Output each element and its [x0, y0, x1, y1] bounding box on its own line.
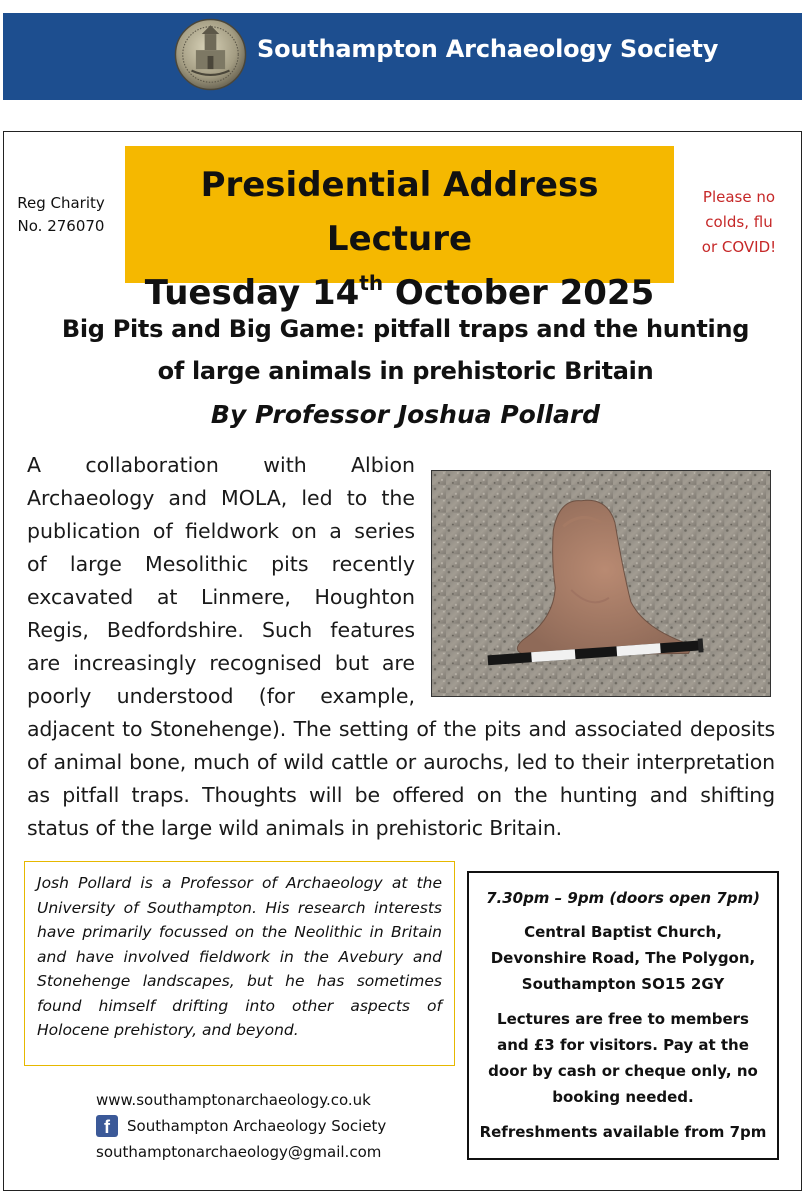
- charity-line-1: Reg Charity: [17, 194, 105, 212]
- event-details: [467, 871, 779, 1160]
- event-heading: Presidential Address Lecture: [200, 165, 599, 259]
- abstract-continuation: adjacent to Stonehenge). The setting of the pits and associated deposits of animal bone, much of wild cattle or aurochs, led to their interpretation as pitfall traps. Thoughts will be offered on the hunting and shifting status of the large wild animals in prehistoric Britain.: [27, 717, 775, 840]
- society-name: Southampton Archaeology Society: [257, 35, 719, 63]
- lecture-title-line-2: of large animals in prehistoric Britain: [157, 357, 654, 385]
- event-time: 7.30pm – 9pm (doors open 7pm): [486, 889, 760, 907]
- abstract-line: Archaeology and MOLA, led to the: [27, 486, 415, 510]
- health-notice-line-3: or COVID!: [701, 238, 777, 256]
- health-notice-line-1: Please no: [702, 188, 776, 206]
- event-date-rest: October 2025: [383, 273, 655, 313]
- charity-registration: [6, 192, 116, 238]
- abstract-line: publication of fieldwork on a series: [27, 519, 415, 543]
- event-refreshments: Refreshments available from 7pm: [479, 1123, 767, 1141]
- event-venue: Central Baptist Church, Devonshire Road, The Polygon, Southampton SO15 2GY: [490, 923, 756, 993]
- charity-line-2: No. 276070: [17, 217, 105, 235]
- abstract-line: Regis, Bedfordshire. Such features: [27, 618, 415, 642]
- abstract-line: are increasingly recognised but are: [27, 651, 415, 675]
- speaker-bio: Josh Pollard is a Professor of Archaeology at the University of Southampton. His research interests have primarily focussed on the Neolithic in Britain and have involved fieldwork in the Avebury and Stonehenge landscapes, but he has sometimes found himself drifting into other aspects of Holocene prehistory, and beyond.: [24, 861, 455, 1066]
- facebook-link[interactable]: [96, 1113, 436, 1139]
- event-date-prefix: Tuesday 14: [144, 273, 360, 313]
- abstract-line: of large Mesolithic pits recently: [27, 552, 415, 576]
- excavation-photo: [431, 470, 771, 697]
- facebook-label: Southampton Archaeology Society: [127, 1117, 387, 1135]
- lecture-title-line-1: Big Pits and Big Game: pitfall traps and the hunting: [61, 315, 750, 343]
- header-banner: [3, 13, 802, 100]
- abstract-line: A collaboration with Albion: [27, 453, 415, 477]
- email-link[interactable]: southamptonarchaeology@gmail.com: [96, 1143, 382, 1161]
- website-link[interactable]: www.southamptonarchaeology.co.uk: [96, 1091, 371, 1109]
- speaker-name: By Professor Joshua Pollard: [210, 400, 601, 429]
- health-notice-line-2: colds, flu: [705, 213, 773, 231]
- society-seal-icon: [174, 18, 247, 91]
- contact-info: [96, 1087, 436, 1165]
- health-notice: [684, 185, 794, 260]
- abstract-line: poorly understood (for example,: [27, 684, 415, 708]
- event-date-suffix: th: [359, 271, 384, 295]
- abstract-top: [27, 449, 415, 713]
- facebook-icon: f: [96, 1115, 118, 1137]
- abstract-line: excavated at Linmere, Houghton: [27, 585, 415, 609]
- lecture-title: [20, 308, 791, 392]
- event-title-box: [125, 146, 674, 313]
- event-fees: Lectures are free to members and £3 for visitors. Pay at the door by cash or cheque only, no booking needed.: [488, 1010, 758, 1106]
